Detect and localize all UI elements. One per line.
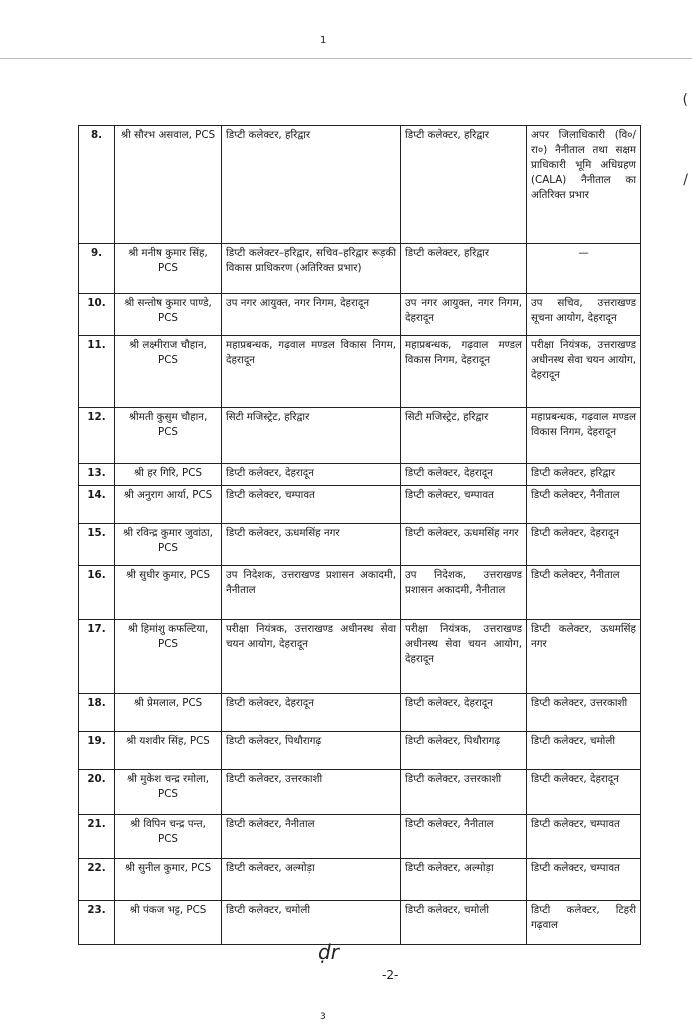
officer-name-cell: श्री मुकेश चन्द्र रमोला, PCS: [115, 770, 222, 815]
current-posting-cell: डिप्टी कलेक्टर, चमोली: [222, 901, 401, 945]
additional-charge-cell: डिप्टी कलेक्टर, हरिद्वार: [527, 464, 641, 486]
additional-charge-cell: डिप्टी कलेक्टर, देहरादून: [527, 770, 641, 815]
serial-number-cell: 19.: [79, 732, 115, 770]
current-posting-cell: डिप्टी कलेक्टर, ऊधमसिंह नगर: [222, 524, 401, 566]
serial-number-cell: 8.: [79, 126, 115, 244]
new-posting-cell: डिप्टी कलेक्टर, चमोली: [401, 901, 527, 945]
new-posting-cell: डिप्टी कलेक्टर, पिथौरागढ़: [401, 732, 527, 770]
serial-number-cell: 21.: [79, 815, 115, 859]
current-posting-cell: डिप्टी कलेक्टर, देहरादून: [222, 694, 401, 732]
table-row: [79, 770, 641, 815]
serial-number-cell: 18.: [79, 694, 115, 732]
table-row: [79, 694, 641, 732]
table-row: [79, 732, 641, 770]
signature-scribble: ḍr: [318, 940, 339, 964]
transfer-table: [78, 125, 641, 945]
new-posting-cell: महाप्रबन्धक, गढ़वाल मण्डल विकास निगम, देहरादून: [401, 336, 527, 408]
new-posting-cell: सिटी मजिस्ट्रेट, हरिद्वार: [401, 408, 527, 464]
additional-charge-cell: डिप्टी कलेक्टर, चम्पावत: [527, 859, 641, 901]
serial-number-cell: 17.: [79, 620, 115, 694]
serial-number-cell: 13.: [79, 464, 115, 486]
current-posting-cell: डिप्टी कलेक्टर, अल्मोड़ा: [222, 859, 401, 901]
new-posting-cell: उप निदेशक, उत्तराखण्ड प्रशासन अकादमी, नैनीताल: [401, 566, 527, 620]
serial-number-cell: 15.: [79, 524, 115, 566]
current-posting-cell: उप निदेशक, उत्तराखण्ड प्रशासन अकादमी, नैनीताल: [222, 566, 401, 620]
officer-name-cell: श्रीमती कुसुम चौहान, PCS: [115, 408, 222, 464]
table-row: [79, 464, 641, 486]
current-posting-cell: डिप्टी कलेक्टर, देहरादून: [222, 464, 401, 486]
serial-number-cell: 16.: [79, 566, 115, 620]
edge-scribble-mark: (: [682, 92, 688, 108]
table-row: [79, 815, 641, 859]
table-row: [79, 336, 641, 408]
current-posting-cell: महाप्रबन्धक, गढ़वाल मण्डल विकास निगम, देहरादून: [222, 336, 401, 408]
additional-charge-cell: डिप्टी कलेक्टर, नैनीताल: [527, 486, 641, 524]
additional-charge-cell: महाप्रबन्धक, गढ़वाल मण्डल विकास निगम, देहरादून: [527, 408, 641, 464]
serial-number-cell: 14.: [79, 486, 115, 524]
new-posting-cell: डिप्टी कलेक्टर, देहरादून: [401, 464, 527, 486]
new-posting-cell: डिप्टी कलेक्टर, नैनीताल: [401, 815, 527, 859]
page-number-top: 1: [320, 35, 327, 46]
officer-name-cell: श्री विपिन चन्द्र पन्त, PCS: [115, 815, 222, 859]
additional-charge-cell: अपर जिलाधिकारी (वि०/रा०) नैनीताल तथा सक्षम प्राधिकारी भूमि अधिग्रहण (CALA) नैनीताल का अतिरिक्त प्रभार: [527, 126, 641, 244]
current-posting-cell: डिप्टी कलेक्टर–हरिद्वार, सचिव–हरिद्वार रूड़की विकास प्राधिकरण (अतिरिक्त प्रभार): [222, 244, 401, 294]
additional-charge-cell: डिप्टी कलेक्टर, नैनीताल: [527, 566, 641, 620]
new-posting-cell: डिप्टी कलेक्टर, उत्तरकाशी: [401, 770, 527, 815]
additional-charge-cell: उप सचिव, उत्तराखण्ड सूचना आयोग, देहरादून: [527, 294, 641, 336]
additional-charge-cell: —: [527, 244, 641, 294]
current-posting-cell: डिप्टी कलेक्टर, पिथौरागढ़: [222, 732, 401, 770]
officer-name-cell: श्री मनीष कुमार सिंह, PCS: [115, 244, 222, 294]
serial-number-cell: 12.: [79, 408, 115, 464]
table-row: [79, 901, 641, 945]
serial-number-cell: 23.: [79, 901, 115, 945]
officer-name-cell: श्री प्रेमलाल, PCS: [115, 694, 222, 732]
additional-charge-cell: डिप्टी कलेक्टर, टिहरी गढ़वाल: [527, 901, 641, 945]
additional-charge-cell: परीक्षा नियंत्रक, उत्तराखण्ड अधीनस्थ सेवा चयन आयोग, देहरादून: [527, 336, 641, 408]
new-posting-cell: डिप्टी कलेक्टर, हरिद्वार: [401, 244, 527, 294]
table-row: [79, 408, 641, 464]
current-posting-cell: डिप्टी कलेक्टर, नैनीताल: [222, 815, 401, 859]
serial-number-cell: 20.: [79, 770, 115, 815]
new-posting-cell: परीक्षा नियंत्रक, उत्तराखण्ड अधीनस्थ सेवा चयन आयोग, देहरादून: [401, 620, 527, 694]
table-row: [79, 244, 641, 294]
current-posting-cell: सिटी मजिस्ट्रेट, हरिद्वार: [222, 408, 401, 464]
new-posting-cell: डिप्टी कलेक्टर, चम्पावत: [401, 486, 527, 524]
additional-charge-cell: डिप्टी कलेक्टर, ऊधमसिंह नगर: [527, 620, 641, 694]
page-number-bottom: -2-: [382, 968, 399, 982]
new-posting-cell: डिप्टी कलेक्टर, ऊधमसिंह नगर: [401, 524, 527, 566]
officer-name-cell: श्री अनुराग आर्या, PCS: [115, 486, 222, 524]
officer-name-cell: श्री सुनील कुमार, PCS: [115, 859, 222, 901]
new-posting-cell: उप नगर आयुक्त, नगर निगम, देहरादून: [401, 294, 527, 336]
header-divider: [0, 58, 692, 59]
table-row: [79, 859, 641, 901]
additional-charge-cell: डिप्टी कलेक्टर, चम्पावत: [527, 815, 641, 859]
transfer-table-body: [79, 126, 641, 945]
serial-number-cell: 11.: [79, 336, 115, 408]
additional-charge-cell: डिप्टी कलेक्टर, उत्तरकाशी: [527, 694, 641, 732]
officer-name-cell: श्री सन्तोष कुमार पाण्डे, PCS: [115, 294, 222, 336]
serial-number-cell: 22.: [79, 859, 115, 901]
officer-name-cell: श्री रविन्द्र कुमार जुवांठा, PCS: [115, 524, 222, 566]
new-posting-cell: डिप्टी कलेक्टर, हरिद्वार: [401, 126, 527, 244]
officer-name-cell: श्री हिमांशु कफल्टिया, PCS: [115, 620, 222, 694]
table-row: [79, 620, 641, 694]
current-posting-cell: डिप्टी कलेक्टर, हरिद्वार: [222, 126, 401, 244]
officer-name-cell: श्री सुधीर कुमार, PCS: [115, 566, 222, 620]
serial-number-cell: 9.: [79, 244, 115, 294]
officer-name-cell: श्री हर गिरि, PCS: [115, 464, 222, 486]
edge-scribble-mark: /: [683, 172, 688, 188]
officer-name-cell: श्री लक्ष्मीराज चौहान, PCS: [115, 336, 222, 408]
serial-number-cell: 10.: [79, 294, 115, 336]
table-row: [79, 294, 641, 336]
officer-name-cell: श्री यशवीर सिंह, PCS: [115, 732, 222, 770]
officer-name-cell: श्री सौरभ असवाल, PCS: [115, 126, 222, 244]
new-posting-cell: डिप्टी कलेक्टर, देहरादून: [401, 694, 527, 732]
table-row: [79, 126, 641, 244]
table-row: [79, 566, 641, 620]
current-posting-cell: डिप्टी कलेक्टर, चम्पावत: [222, 486, 401, 524]
current-posting-cell: डिप्टी कलेक्टर, उत्तरकाशी: [222, 770, 401, 815]
page-number-bottom-2: 3: [320, 1012, 326, 1022]
new-posting-cell: डिप्टी कलेक्टर, अल्मोड़ा: [401, 859, 527, 901]
current-posting-cell: उप नगर आयुक्त, नगर निगम, देहरादून: [222, 294, 401, 336]
table-row: [79, 486, 641, 524]
additional-charge-cell: डिप्टी कलेक्टर, देहरादून: [527, 524, 641, 566]
table-row: [79, 524, 641, 566]
current-posting-cell: परीक्षा नियंत्रक, उत्तराखण्ड अधीनस्थ सेवा चयन आयोग, देहरादून: [222, 620, 401, 694]
additional-charge-cell: डिप्टी कलेक्टर, चमोली: [527, 732, 641, 770]
officer-name-cell: श्री पंकज भट्ट, PCS: [115, 901, 222, 945]
